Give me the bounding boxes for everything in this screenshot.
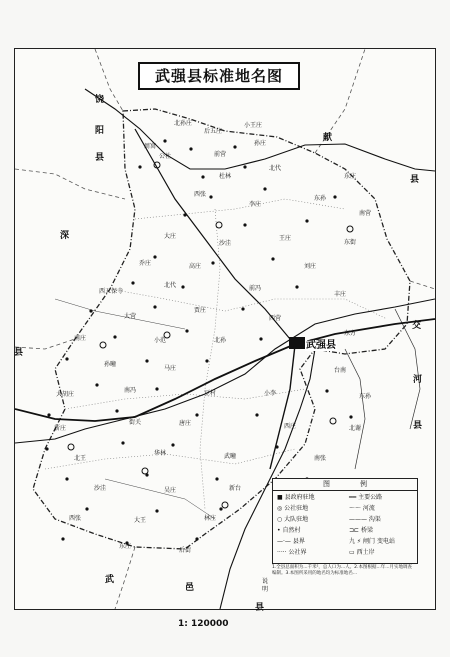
place-label: 西五保寺 [99,288,124,295]
neighbor-county-char: 阳 [95,126,105,136]
neighbor-county-char: 饶 [95,95,105,105]
place-label: 沙洼 [219,240,232,247]
neighbor-county-char: 武 [105,575,115,585]
legend-item [277,515,308,524]
place-label: 公社 [159,153,172,160]
river [85,89,435,171]
legend-label: 县政府驻地 [284,494,315,501]
neighbor-boundary [410,281,435,289]
legend-symbol-icon: ━━ [349,494,359,501]
place-label: 北代 [164,282,177,289]
legend-symbol-icon: ◎ [277,505,285,512]
legend-box [272,478,418,564]
legend-label: 沟渠 [368,516,381,523]
place-label: 西营 [269,315,282,322]
commune-boundary [200,209,220,509]
legend-label: 公社驻地 [284,505,309,512]
place-label: 高庄 [189,263,202,270]
neighbor-county-char: 献 [323,133,333,143]
legend-symbol-icon: ⊐⊏ [349,527,361,534]
place-label: 东方 [344,330,357,337]
place-label: 沙洼 [94,485,107,492]
place-label: 东庄 [119,543,132,550]
place-label: 后五庄 [204,128,223,135]
legend-label: 县界 [292,538,305,545]
place-label: 北代 [269,165,282,172]
legend-label: 公社界 [288,549,307,556]
legend-symbol-icon: ····· [277,549,289,556]
neighbor-county-char: 交 [412,321,422,331]
legend-item [349,515,381,524]
place-label: 北孙庄 [174,120,193,127]
place-label: 李庄 [249,201,262,208]
place-label: 王庄 [279,235,292,242]
place-label: 后街 [179,547,192,554]
place-label: 华林 [154,450,167,457]
neighbor-county-char: 邑 [185,583,195,593]
canal [105,479,215,519]
legend-label: 闸门 变电站 [363,538,395,545]
neighbor-boundary [15,169,125,199]
place-label: 新庄 [54,425,67,432]
place-label: 南庄 [74,335,87,342]
place-label: 武疃 [224,453,237,460]
commune-seat-markers [68,162,353,508]
legend-symbol-icon: ——— [349,516,369,523]
legend-label: 大队驻地 [284,516,309,523]
legend-item [349,526,373,535]
legend-label: 主要公路 [358,494,383,501]
legend-item [277,493,315,502]
legend-label: 自然村 [282,527,301,534]
place-label: 东孙 [314,195,327,202]
legend-symbol-icon: ▭ [349,549,357,556]
place-label: 西张 [69,515,82,522]
place-label: 林庄 [204,515,217,522]
legend-label: 河流 [362,505,375,512]
legend-item [349,537,395,546]
place-label: 贾庄 [194,307,207,314]
legend-symbol-icon: ○ [277,516,285,523]
place-label: 前冯 [249,285,262,292]
place-label: 刘庄 [304,263,317,270]
legend-symbol-icon: —·— [277,538,293,545]
notes-label: 说明 [262,578,269,593]
place-label: 南张 [314,455,327,462]
main-highway [135,129,295,345]
place-label: 周窝 [144,143,157,150]
place-label: 小王庄 [244,122,263,129]
place-label: 东孙 [359,393,372,400]
legend-title: 图例 [273,479,417,491]
legend-item [349,548,375,557]
legend-item [277,504,308,513]
place-label: 小李 [264,390,277,397]
neighbor-boundary [15,339,75,349]
river [15,299,435,443]
place-label: 北谢 [349,425,362,432]
place-label: 大王 [134,517,147,524]
legend-symbol-icon: • [277,527,283,534]
neighbor-county-char: 县 [413,421,423,431]
main-highway [270,345,295,469]
neighbor-county-char: 县 [95,153,105,163]
place-label: 街关 [129,419,142,426]
place-label: 西庄 [284,423,297,430]
county-seat-label: 武强县 [306,340,336,351]
legend-symbol-icon: 九 ⚡ [349,538,364,545]
neighbor-county-char: 县 [410,175,420,185]
neighbor-county-char: 深 [60,231,70,241]
legend-item [277,548,306,557]
map-notes: 1.全县总面积为...千米²，总人口为...人。2.本图根据...年...月实地调查编制。3.本图所采用的地名均为标准地名... [272,565,413,576]
neighbor-boundary [115,547,135,609]
place-label: 豆村 [204,390,217,397]
place-label: 大庄 [164,233,177,240]
canal [55,299,185,329]
place-label: 南营 [359,210,372,217]
place-label: 孙疃 [104,361,117,368]
place-label: 南冯 [124,387,137,394]
place-label: 乔庄 [139,260,152,267]
place-label: 孙庄 [254,140,267,147]
legend-symbol-icon: ■ [277,494,285,501]
place-label: 大胡庄 [56,391,75,398]
commune-boundary [135,199,345,219]
river [345,349,365,469]
legend-item [277,537,305,546]
legend-symbol-icon: 〜〜 [349,505,363,512]
place-label: 小范 [154,337,167,344]
place-label: 前营 [214,151,227,158]
legend-label: 西土岸 [356,549,375,556]
place-label: 台南 [334,367,347,374]
place-label: 新台 [229,485,242,492]
place-label: 吴庄 [164,487,177,494]
legend-item [277,526,300,535]
legend-item [349,504,375,513]
place-label: 北王 [74,455,87,462]
legend-item [349,493,382,502]
neighbor-county-char: 县 [14,348,24,358]
place-label: 北孙 [214,337,227,344]
legend-label: 桥梁 [360,527,373,534]
place-label: 东街 [344,239,357,246]
place-label: 大营 [124,313,137,320]
county-seat-block [289,337,305,349]
map-scale: 1: 120000 [178,619,229,629]
place-label: 唐庄 [179,420,192,427]
neighbor-county-char: 县 [255,603,265,613]
neighbor-county-char: 河 [413,375,423,385]
place-label: 丰庄 [334,291,347,298]
place-label: 西张 [194,191,207,198]
place-label: 杜林 [219,173,232,180]
place-label: 马庄 [164,365,177,372]
map-title: 武强县标准地名图 [138,62,300,90]
place-label: 东庄 [344,173,357,180]
